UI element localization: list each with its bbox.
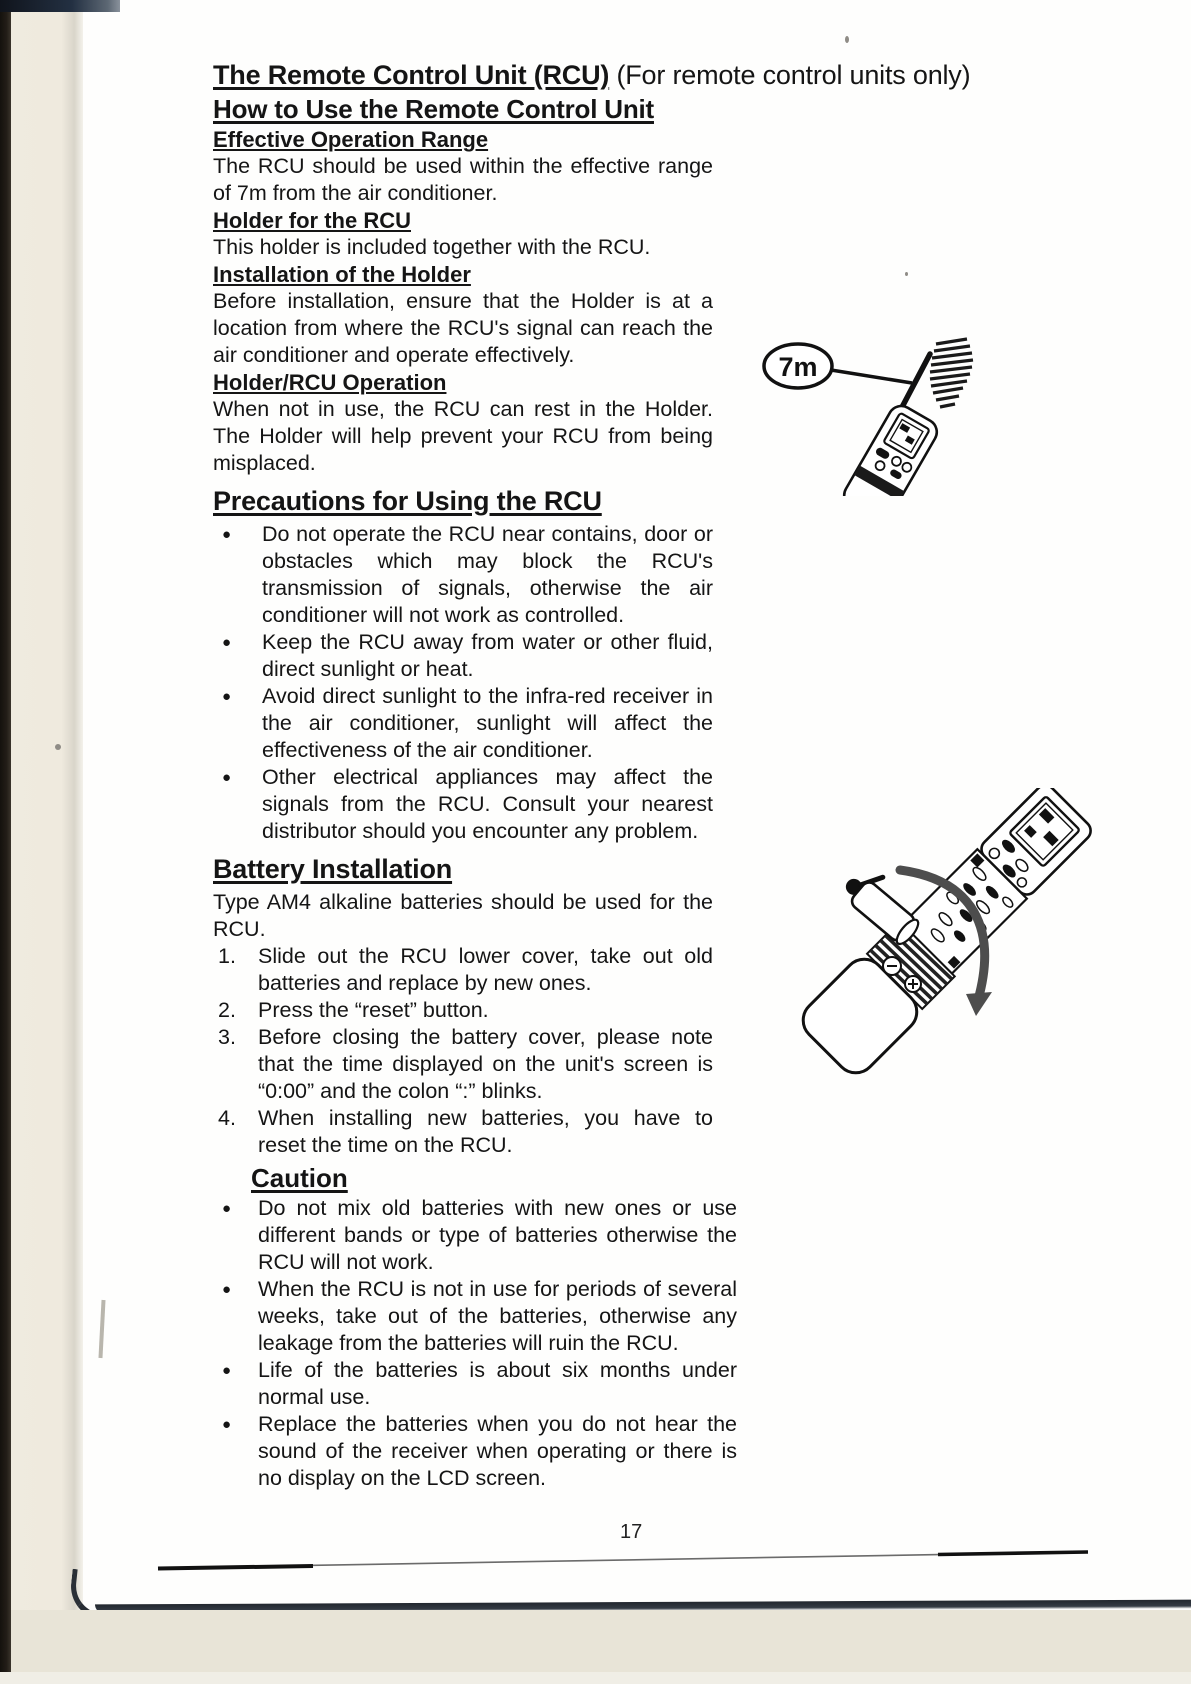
paragraph-battery-intro: Type AM4 alkaline batteries should be used for the RCU. [213,890,713,941]
paragraph-effective-range: The RCU should be used within the effective range of 7m from the air conditioner. [213,154,713,205]
heading-holder-operation: Holder/RCU Operation [213,370,447,395]
scan-speck [55,744,61,750]
caution-text: Life of the batteries is about six months under normal use. [258,1358,737,1409]
scan-speck [845,36,849,43]
paragraph-holder-operation: When not in use, the RCU can rest in the Holder. The Holder will help prevent your RCU from being misplaced. [213,397,713,475]
heading-holder: Holder for the RCU [213,208,411,233]
figure-effective-range [760,326,990,496]
caution-item [213,1357,737,1411]
scan-left-dark-edge [0,0,11,1684]
bullet-icon: ● [222,526,232,543]
battery-step [213,997,713,1024]
page-title [213,58,971,92]
precaution-item [213,683,713,764]
page-title-main: The Remote Control Unit (RCU) [213,60,610,90]
step-text: Before closing the battery cover, please note that the time displayed on the unit's screen is “0:00” and the colon “:” blinks. [258,1025,713,1103]
step-number: 2. [218,998,236,1022]
battery-step [213,943,713,997]
remote-open-drawing [795,788,1093,1081]
bullet-icon: ● [222,1200,232,1217]
paragraph-holder: This holder is included together with the RCU. [213,235,651,259]
heading-battery-installation: Battery Installation [213,854,453,884]
heading-effective-range: Effective Operation Range [213,127,489,152]
manual-text-column [213,58,971,1492]
caution-text: Do not mix old batteries with new ones or use different bands or type of batteries otherwise the RCU will not work. [258,1196,737,1274]
heading-caution: Caution [251,1163,348,1193]
page-title-note: (For remote control units only) [609,60,971,90]
step-text: Slide out the RCU lower cover, take out old batteries and replace by new ones. [258,944,713,995]
bullet-icon: ● [222,769,232,786]
paragraph-installation: Before installation, ensure that the Holder is at a location from where the RCU's signal can reach the air conditioner and operate effectively. [213,289,713,367]
precaution-item [213,521,713,629]
bullet-icon: ● [222,1362,232,1379]
caution-list [213,1195,737,1492]
figure-battery-installation [788,788,1093,1103]
step-number: 3. [218,1025,236,1049]
step-text: Press the “reset” button. [258,998,489,1022]
range-callout [764,344,912,388]
precaution-text: Keep the RCU away from water or other fluid, direct sunlight or heat. [262,630,713,681]
signal-hatch-icon [930,339,973,407]
caution-item [213,1195,737,1276]
remote-control-drawing [839,401,941,496]
precaution-item [213,764,713,845]
step-text: When installing new batteries, you have to reset the time on the RCU. [258,1106,713,1157]
caution-item [213,1276,737,1357]
caution-item [213,1411,737,1492]
heading-precautions: Precautions for Using the RCU [213,486,602,516]
scan-top-corner-bar [0,0,120,12]
precaution-text: Avoid direct sunlight to the infra-red receiver in the air conditioner, sunlight will affect the effectiveness of the air conditioner. [262,684,713,762]
caution-text: Replace the batteries when you do not hear the sound of the receiver when operating or there is no display on the LCD screen. [258,1412,737,1490]
battery-step [213,1024,713,1105]
bullet-icon: ● [222,634,232,651]
bullet-icon: ● [222,1416,232,1433]
page-number: 17 [620,1521,643,1543]
scan-left-page-stack-edge [11,0,83,1684]
footer-rule [148,1542,1098,1578]
precaution-text: Do not operate the RCU near contains, door or obstacles which may block the RCU's transmission of signals, otherwise the air conditioner will not work as controlled. [262,522,713,627]
scan-speck [905,272,908,276]
step-number: 1. [218,944,236,968]
battery-step [213,1105,713,1159]
range-label: 7m [778,352,818,382]
precaution-item [213,629,713,683]
heading-installation: Installation of the Holder [213,262,471,287]
step-number: 4. [218,1106,236,1130]
scan-bottom-strip [0,1672,1191,1684]
section-subtitle: How to Use the Remote Control Unit [213,94,654,124]
precaution-text: Other electrical appliances may affect the signals from the RCU. Consult your nearest distributor should you encounter any problem. [262,765,713,843]
bullet-icon: ● [222,688,232,705]
caution-text: When the RCU is not in use for periods of several weeks, take out of the batteries, otherwise any leakage from the batteries will ruin the RCU. [258,1277,737,1355]
bullet-icon: ● [222,1281,232,1298]
